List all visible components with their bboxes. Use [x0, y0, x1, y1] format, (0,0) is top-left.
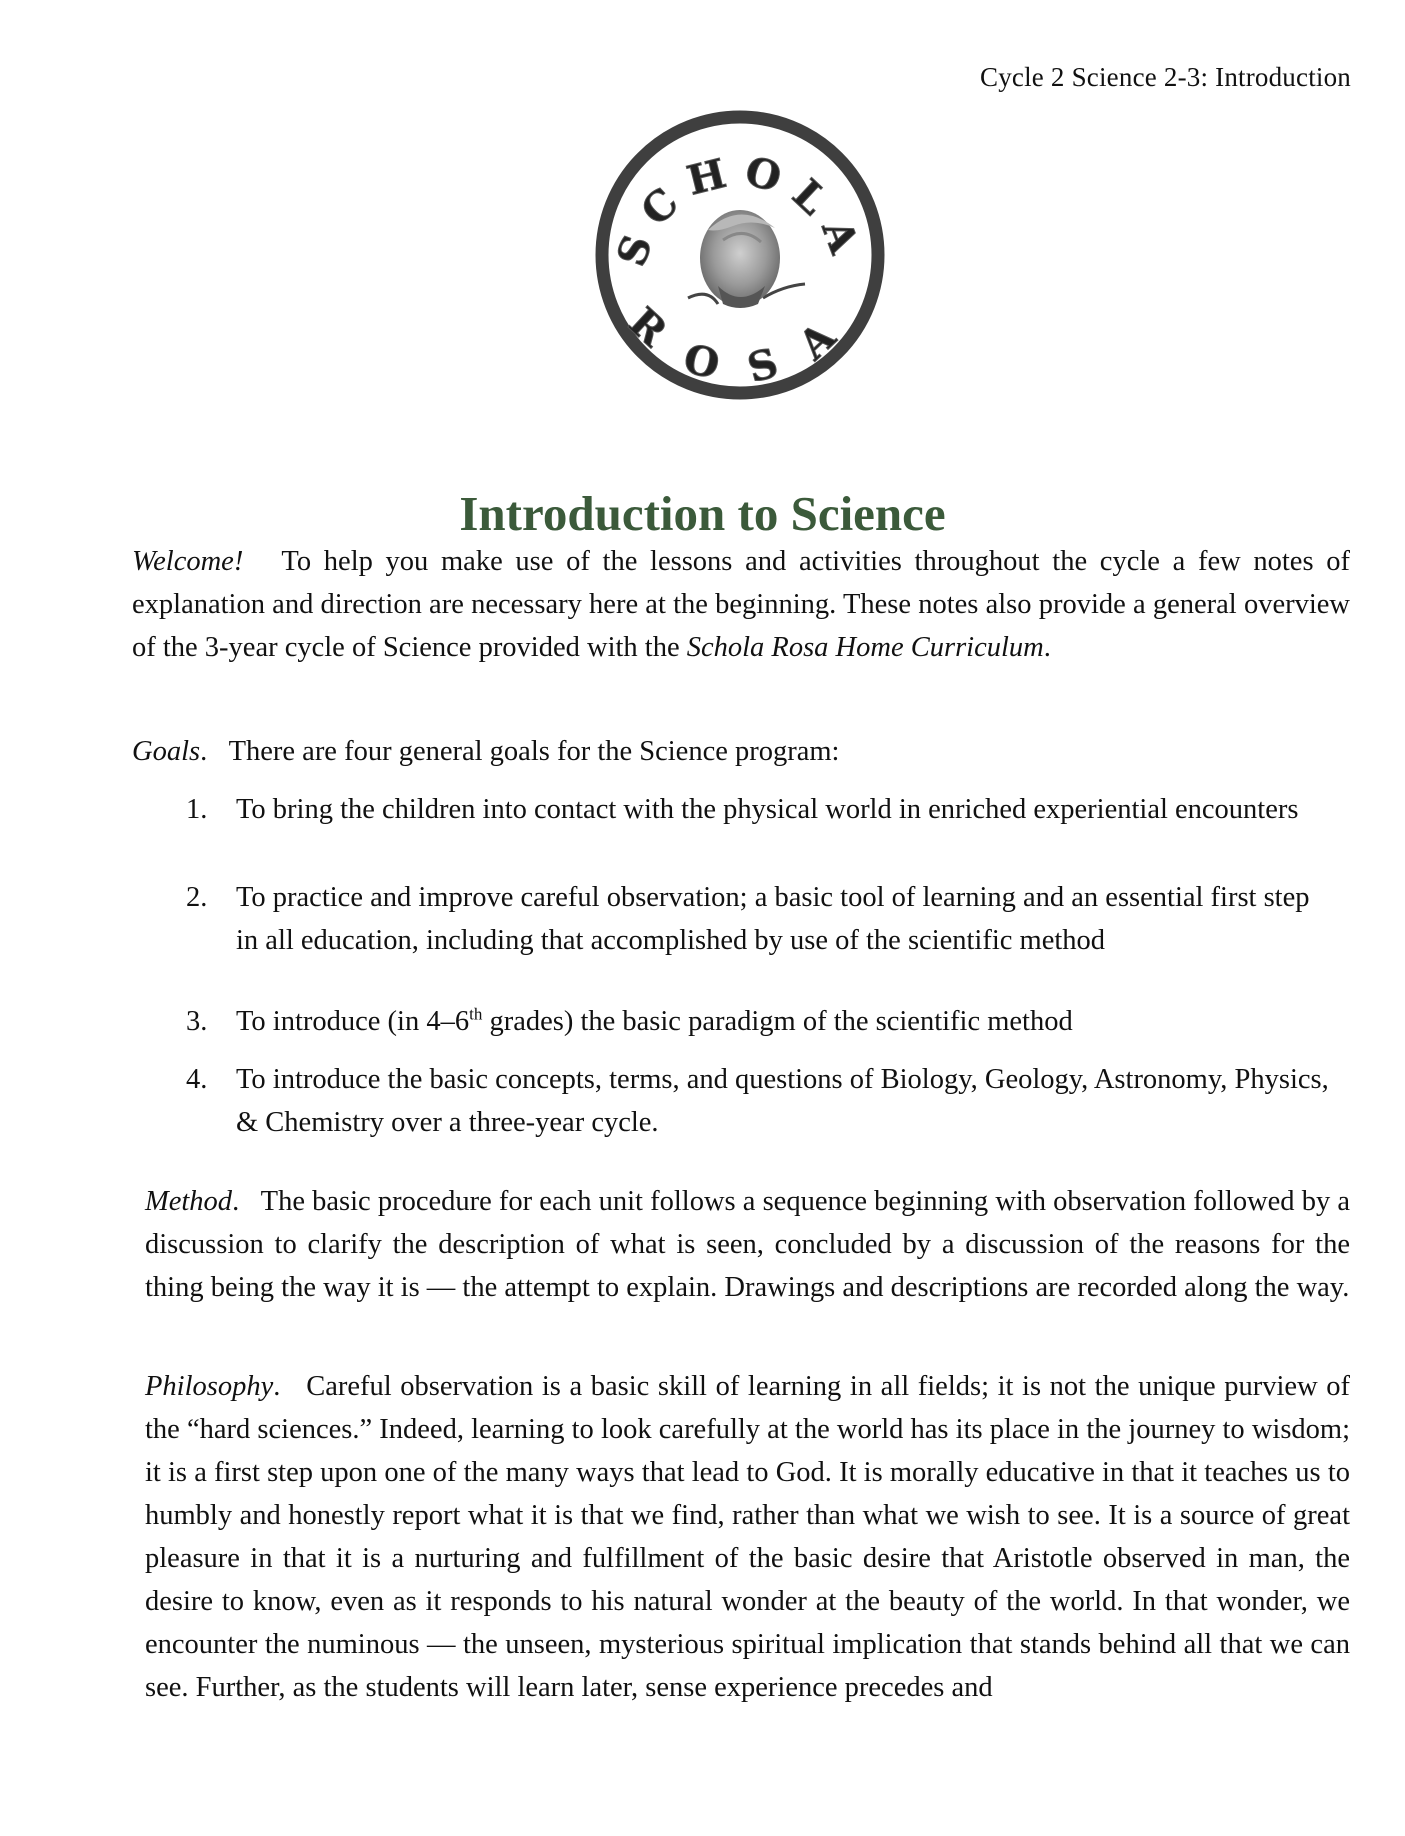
- goal-text-part: grades) the basic paradigm of the scientific method: [482, 1006, 1073, 1037]
- goal-number: 1.: [186, 794, 208, 825]
- goal-item: [186, 1000, 1336, 1043]
- goal-text: To practice and improve careful observation; a basic tool of learning and an essential first step in all education, including that accomplished by use of the scientific method: [236, 882, 1310, 956]
- philosophy-lead: Philosophy: [145, 1371, 274, 1402]
- curriculum-name: Schola Rosa Home Curriculum: [686, 632, 1044, 663]
- goals-text: There are four general goals for the Science program:: [228, 736, 840, 767]
- method-lead-period: .: [232, 1186, 240, 1217]
- goal-item: [186, 1058, 1336, 1144]
- running-header: Cycle 2 Science 2-3: Introduction: [980, 62, 1351, 92]
- logo-top-text: SCHOLA: [607, 146, 873, 273]
- goals-lead: Goals: [132, 736, 201, 767]
- goals-lead-period: .: [200, 736, 208, 767]
- welcome-paragraph: [132, 540, 1350, 669]
- goal-number: 3.: [186, 1006, 208, 1037]
- goal-text: To introduce the basic concepts, terms, and questions of Biology, Geology, Astronomy, Physics, & Chemistry over a three-year cycle.: [236, 1064, 1329, 1138]
- ordinal-suffix: th: [469, 1004, 483, 1024]
- page-title: Introduction to Science: [459, 485, 946, 541]
- goals-paragraph: [132, 730, 1350, 773]
- method-text: The basic procedure for each unit follows a sequence beginning with observation followed by a discussion to clarify the description of what is seen, concluded by a discussion of the reasons for the thing being the way it is — the attempt to explain. Drawings and descriptions are recorded along the way.: [145, 1186, 1351, 1303]
- goal-number: 4.: [186, 1064, 208, 1095]
- philosophy-lead-period: .: [273, 1371, 281, 1402]
- method-lead: Method: [145, 1186, 233, 1217]
- welcome-end: .: [1043, 632, 1051, 663]
- goal-number: 2.: [186, 882, 208, 913]
- philosophy-text: Careful observation is a basic skill of learning in all fields; it is not the unique purview of the “hard sciences.” Indeed, learning to look carefully at the world has its place in the journey to wisdom; it is a first step upon one of the many ways that lead to God. It is morally educative in that it teaches us to humbly and honestly report what it is that we find, rather than what we wish to see. It is a source of great pleasure in that it is a nurturing and fulfillment of the basic desire that Aristotle observed in man, the desire to know, even as it responds to his natural wonder at the beauty of the world. In that wonder, we encounter the numinous — the unseen, mysterious spiritual implication that stands behind all that we can see. Further, as the students will learn later, sense experience precedes and: [145, 1371, 1351, 1703]
- goal-item: [186, 788, 1336, 831]
- philosophy-paragraph: [145, 1365, 1350, 1709]
- schola-rosa-logo: [593, 108, 887, 402]
- welcome-text: To help you make use of the lessons and activities throughout the cycle a few notes of explanation and direction are necessary here at the beginning. These notes also provide a general overview of the 3-year cycle of Science provided with the: [132, 546, 1350, 663]
- goal-text: To bring the children into contact with the physical world in enriched experiential encounters: [236, 794, 1299, 825]
- goal-text: [236, 1000, 1336, 1043]
- welcome-lead: Welcome!: [132, 546, 244, 577]
- goal-item: [186, 876, 1336, 962]
- logo-seal-icon: [593, 108, 887, 402]
- method-paragraph: [145, 1180, 1350, 1309]
- logo-bottom-text: ROSA: [619, 298, 861, 394]
- goal-text-part: To introduce (in 4–6: [236, 1006, 470, 1037]
